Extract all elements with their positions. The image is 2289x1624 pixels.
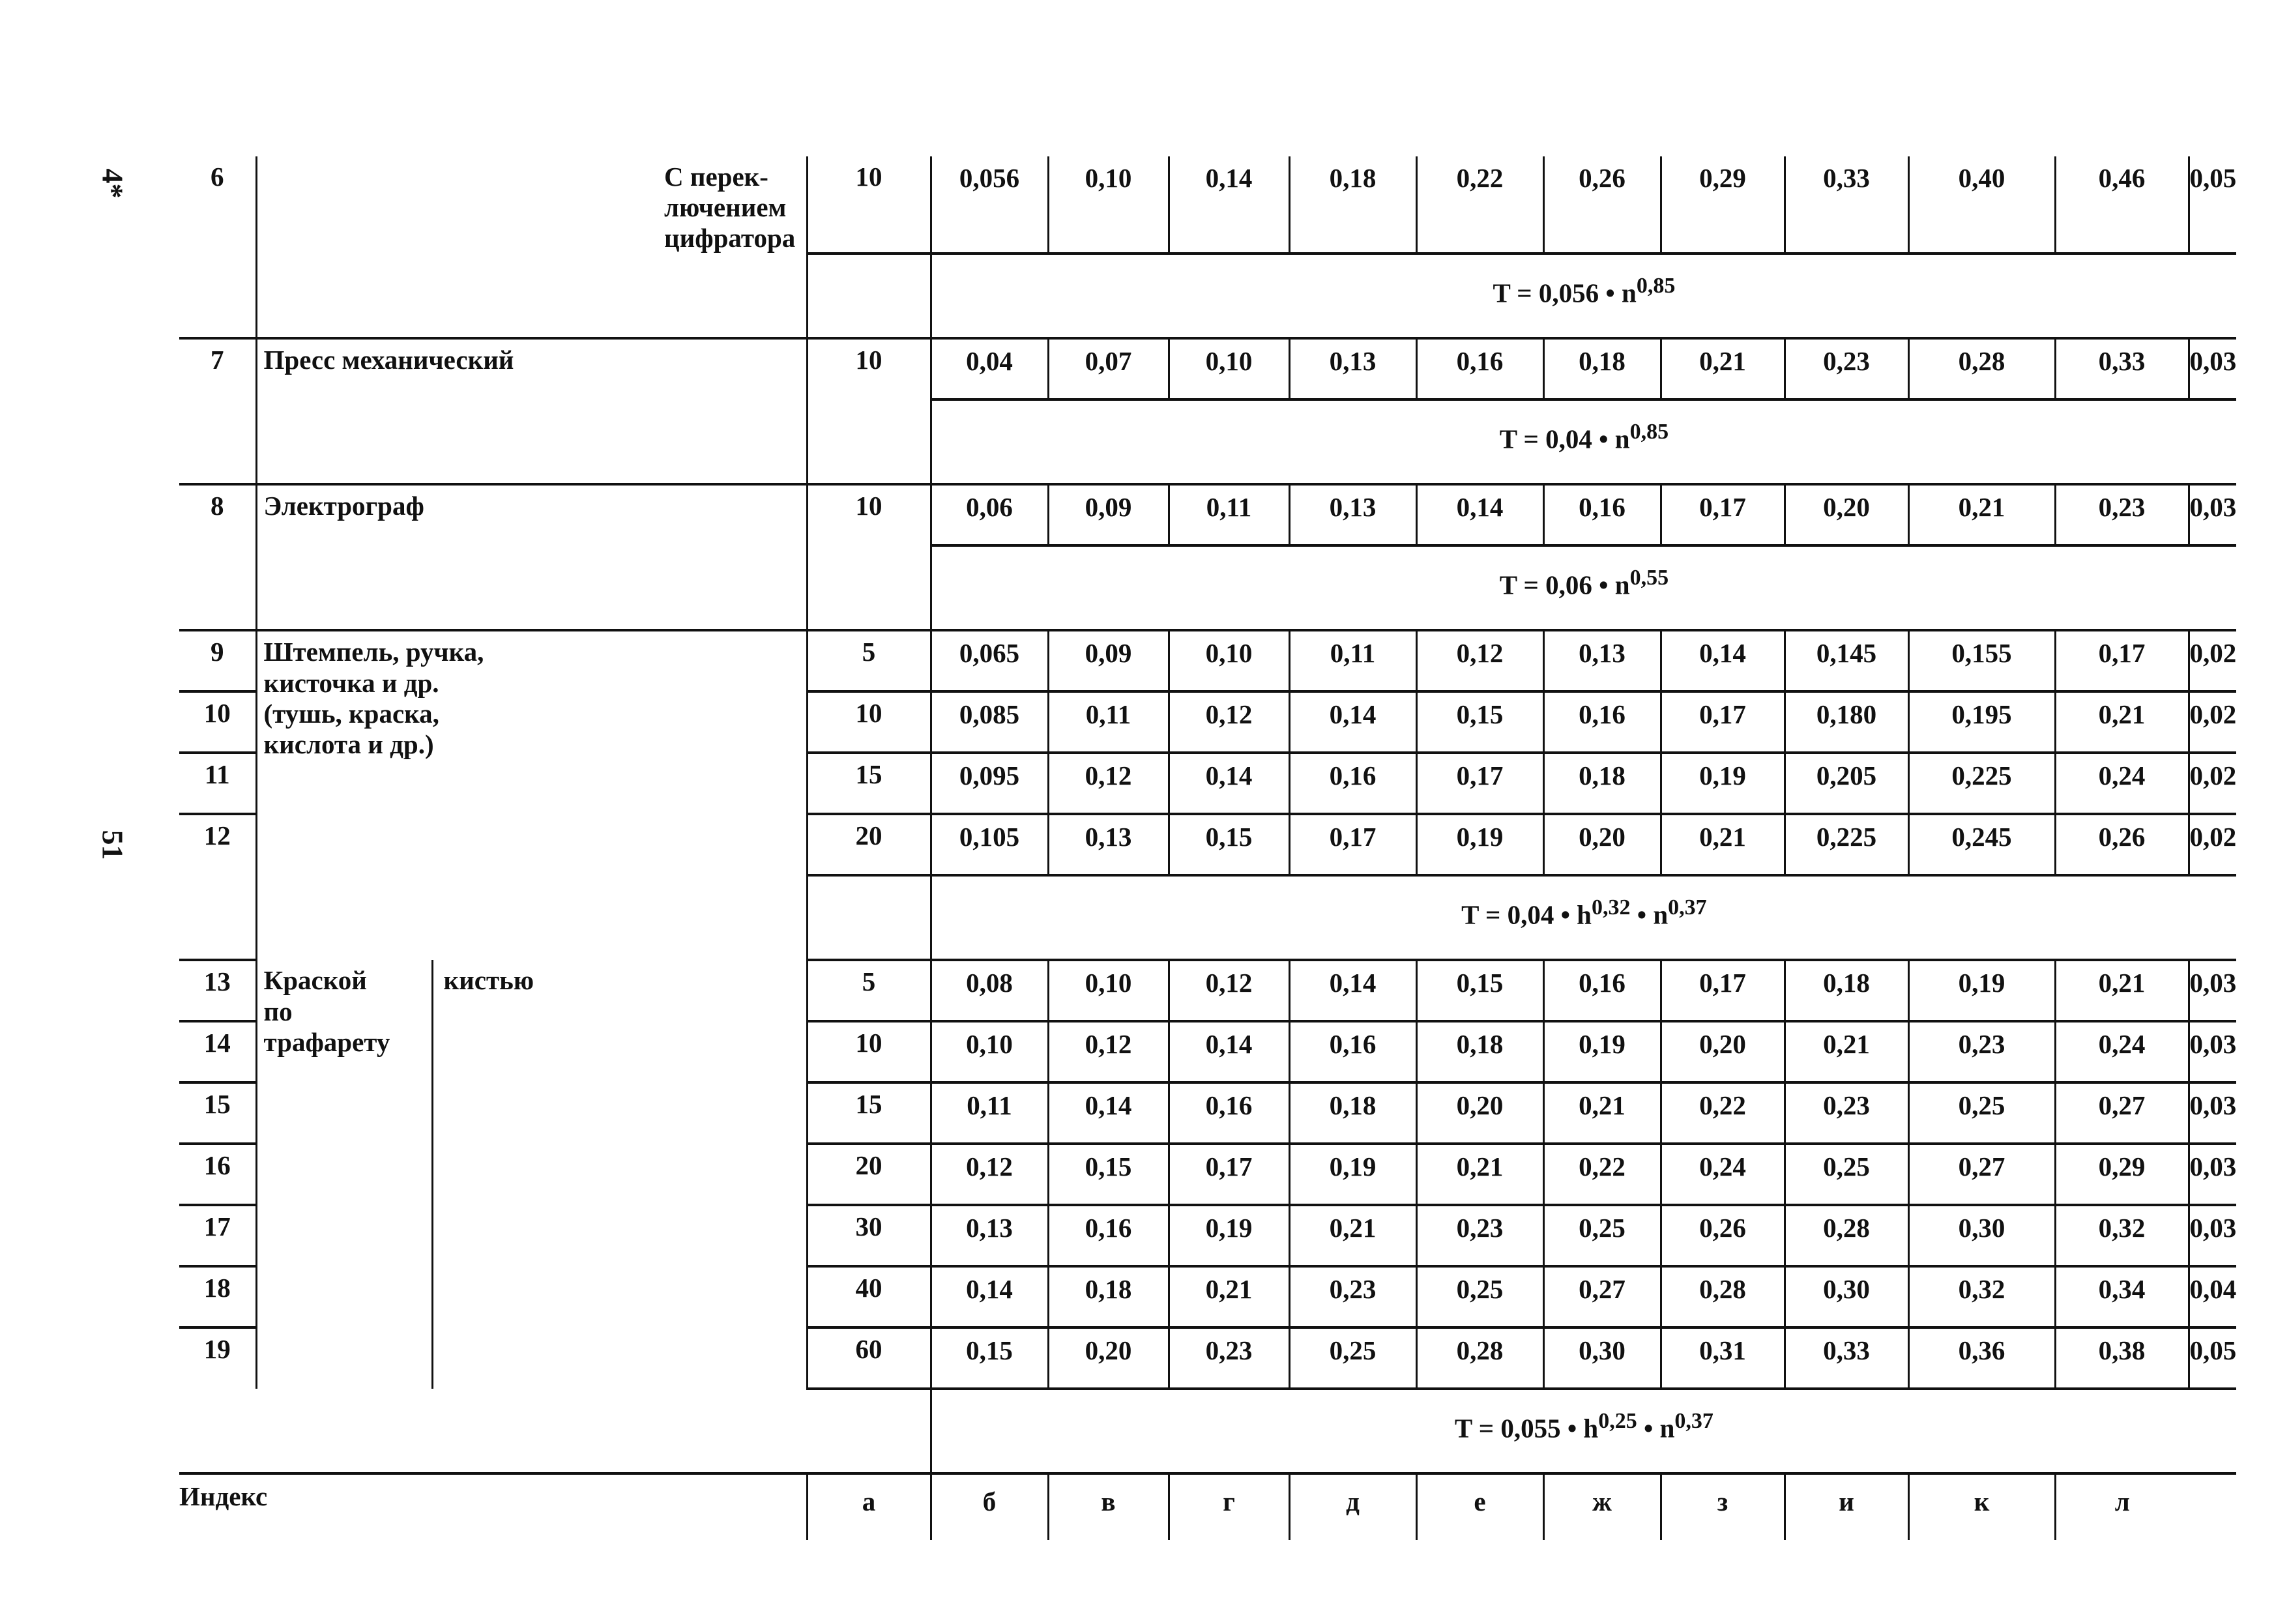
value-cell: 0,09: [1048, 630, 1169, 691]
table-row: [179, 156, 2236, 254]
value-cell: 0,22: [1661, 1082, 1785, 1144]
value-cell: 0,205: [1785, 753, 1908, 814]
value-cell: 0,095: [931, 753, 1048, 814]
value-cell: 0,19: [1543, 1021, 1661, 1082]
formula-exponent: 0,85: [1629, 420, 1669, 444]
formula: [931, 399, 2236, 484]
value-cell: 0,18: [1416, 1021, 1543, 1082]
value-cell: 0,21: [1169, 1266, 1289, 1327]
value-cell: 0,11: [1048, 691, 1169, 753]
value-cell: 0,155: [1908, 630, 2055, 691]
value-cell: 0,19: [1169, 1205, 1289, 1266]
column-index: е: [1416, 1473, 1543, 1540]
value-cell: 0,21: [1908, 484, 2055, 545]
value-cell: 0,16: [1543, 960, 1661, 1021]
value-cell: 0,03: [2189, 1082, 2236, 1144]
row-number: 11: [179, 753, 256, 814]
row-number: 6: [211, 162, 224, 192]
column-index: д: [1289, 1473, 1416, 1540]
value-cell: 0,225: [1785, 814, 1908, 875]
value-cell: 0,15: [1416, 960, 1543, 1021]
value-cell: 0,18: [1048, 1266, 1169, 1327]
value-cell: 0,14: [931, 1266, 1048, 1327]
table-row: [179, 484, 2236, 545]
value-cell: 0,30: [1543, 1327, 1661, 1389]
value-cell: 0,34: [2055, 1266, 2189, 1327]
formula-text: T = 0,04 • n: [1499, 424, 1630, 455]
value-cell: 0,16: [1543, 691, 1661, 753]
value-cell: 0,38: [2055, 1327, 2189, 1389]
value-cell: 0,03: [2189, 960, 2236, 1021]
value-cell: 0,18: [1543, 338, 1661, 399]
row-number: 8: [211, 491, 224, 521]
value-cell: 0,28: [1416, 1327, 1543, 1389]
value-cell: 0,13: [1289, 484, 1416, 545]
value-cell: 0,17: [1661, 484, 1785, 545]
value-cell: 0,33: [1785, 1327, 1908, 1389]
value-cell: 0,14: [1289, 691, 1416, 753]
value-cell: 0,03: [2189, 1144, 2236, 1205]
height-value: 20: [807, 814, 931, 875]
row-number: 10: [179, 691, 256, 753]
column-index: з: [1661, 1473, 1785, 1540]
height-value: 40: [807, 1266, 931, 1327]
value-cell: 0,18: [1289, 1082, 1416, 1144]
value-cell: 0,31: [1661, 1327, 1785, 1389]
value-cell: 0,16: [1169, 1082, 1289, 1144]
value-cell: 0,16: [1289, 753, 1416, 814]
value-cell: 0,17: [1661, 960, 1785, 1021]
height-value: 10: [807, 1021, 931, 1082]
value-cell: 0,16: [1543, 484, 1661, 545]
formula-exponent: 0,32: [1591, 895, 1631, 920]
row-number: 7: [211, 345, 224, 375]
value-cell: 0,12: [1048, 1021, 1169, 1082]
value-cell: 0,19: [1908, 960, 2055, 1021]
value-cell: 0,20: [1661, 1021, 1785, 1082]
value-cell: 0,14: [1416, 484, 1543, 545]
row-number: 12: [203, 820, 231, 851]
value-cell: 0,20: [1048, 1327, 1169, 1389]
device-name: Пресс механический: [256, 338, 654, 399]
value-cell: 0,16: [1289, 1021, 1416, 1082]
value-cell: 0,21: [2055, 960, 2189, 1021]
value-cell: 0,24: [2055, 1021, 2189, 1082]
value-cell: 0,22: [1416, 156, 1543, 254]
value-cell: 0,21: [2055, 691, 2189, 753]
value-cell: 0,05: [2189, 1327, 2236, 1389]
value-cell: 0,12: [1048, 753, 1169, 814]
height-value: 60: [807, 1327, 931, 1389]
value-cell: 0,17: [1661, 691, 1785, 753]
value-cell: 0,13: [1543, 630, 1661, 691]
value-cell: 0,46: [2055, 156, 2189, 254]
value-cell: 0,03: [2189, 1021, 2236, 1082]
column-index: в: [1048, 1473, 1169, 1540]
value-cell: 0,33: [2055, 338, 2189, 399]
device-subtype: [654, 338, 807, 399]
value-cell: 0,25: [1908, 1082, 2055, 1144]
value-cell: 0,14: [1169, 753, 1289, 814]
value-cell: 0,065: [931, 630, 1048, 691]
value-cell: 0,056: [931, 156, 1048, 254]
value-cell: 0,12: [1416, 630, 1543, 691]
value-cell: 0,14: [1289, 960, 1416, 1021]
value-cell: 0,23: [1416, 1205, 1543, 1266]
value-cell: 0,17: [1289, 814, 1416, 875]
value-cell: 0,25: [1289, 1327, 1416, 1389]
device-name: Штемпель, ручка, кисточка и др. (тушь, краска, кислота и др.): [256, 630, 807, 960]
value-cell: 0,32: [1908, 1266, 2055, 1327]
formula-row: [179, 1389, 2236, 1473]
table-row: [179, 960, 2236, 1021]
formula-row: [179, 545, 2236, 630]
formula-text: • n: [1630, 900, 1669, 931]
value-cell: 0,09: [1048, 484, 1169, 545]
formula-row: [179, 399, 2236, 484]
row-number: 18: [179, 1266, 256, 1327]
column-index: и: [1785, 1473, 1908, 1540]
height-value: 10: [807, 338, 931, 399]
value-cell: 0,180: [1785, 691, 1908, 753]
norms-table: [179, 156, 2236, 1540]
formula: [931, 254, 2236, 338]
value-cell: 0,28: [1661, 1266, 1785, 1327]
height-value: 15: [807, 753, 931, 814]
row-number: 9: [179, 630, 256, 691]
formula-text: • n: [1637, 1414, 1675, 1444]
index-row: [179, 1473, 2236, 1540]
value-cell: 0,225: [1908, 753, 2055, 814]
formula-exponent: 0,37: [1674, 1409, 1713, 1434]
value-cell: 0,26: [1661, 1205, 1785, 1266]
value-cell: 0,21: [1289, 1205, 1416, 1266]
formula: [931, 1389, 2236, 1473]
value-cell: 0,02: [2189, 691, 2236, 753]
value-cell: 0,105: [931, 814, 1048, 875]
value-cell: 0,28: [1785, 1205, 1908, 1266]
index-label: Индекс: [179, 1481, 268, 1512]
value-cell: 0,13: [1048, 814, 1169, 875]
value-cell: 0,11: [1289, 630, 1416, 691]
value-cell: 0,06: [931, 484, 1048, 545]
value-cell: 0,08: [931, 960, 1048, 1021]
value-cell: 0,14: [1169, 156, 1289, 254]
value-cell: 0,19: [1289, 1144, 1416, 1205]
value-cell: 0,21: [1785, 1021, 1908, 1082]
value-cell: 0,04: [931, 338, 1048, 399]
value-cell: 0,26: [1543, 156, 1661, 254]
value-cell: 0,10: [1169, 338, 1289, 399]
value-cell: 0,10: [1048, 960, 1169, 1021]
height-value: 30: [807, 1205, 931, 1266]
value-cell: 0,10: [1048, 156, 1169, 254]
column-index: к: [1908, 1473, 2055, 1540]
value-cell: 0,02: [2189, 630, 2236, 691]
column-index: л: [2055, 1473, 2189, 1540]
column-index: а: [807, 1473, 931, 1540]
table-row: [179, 630, 2236, 691]
formula: [931, 875, 2236, 960]
row-number: 13: [179, 960, 256, 1021]
top-margin-mark: 4*: [96, 168, 130, 199]
row-number: 14: [179, 1021, 256, 1082]
height-value: 10: [807, 484, 931, 545]
page-number: 51: [96, 830, 130, 860]
formula-text: T = 0,06 • n: [1499, 570, 1630, 601]
formula-exponent: 0,55: [1629, 566, 1669, 590]
row-number: 17: [179, 1205, 256, 1266]
value-cell: 0,02: [2189, 753, 2236, 814]
value-cell: 0,27: [2055, 1082, 2189, 1144]
device-name: Электрограф: [256, 484, 654, 545]
row-number: 16: [179, 1144, 256, 1205]
value-cell: 0,30: [1908, 1205, 2055, 1266]
height-value: 15: [807, 1082, 931, 1144]
value-cell: 0,15: [1169, 814, 1289, 875]
value-cell: 0,19: [1416, 814, 1543, 875]
value-cell: 0,13: [1289, 338, 1416, 399]
value-cell: 0,27: [1908, 1144, 2055, 1205]
formula: [931, 545, 2236, 630]
value-cell: 0,12: [1169, 960, 1289, 1021]
value-cell: 0,03: [2189, 1205, 2236, 1266]
value-cell: 0,19: [1661, 753, 1785, 814]
column-index: ж: [1543, 1473, 1661, 1540]
value-cell: 0,12: [1169, 691, 1289, 753]
device-name: [256, 156, 654, 254]
formula-exponent: 0,37: [1668, 895, 1707, 920]
height-value: 20: [807, 1144, 931, 1205]
value-cell: 0,25: [1543, 1205, 1661, 1266]
device-subtype: кистью: [432, 960, 807, 1389]
value-cell: 0,13: [931, 1205, 1048, 1266]
value-cell: 0,15: [1416, 691, 1543, 753]
table-row: [179, 338, 2236, 399]
value-cell: 0,24: [2055, 753, 2189, 814]
height-value: 5: [807, 960, 931, 1021]
value-cell: 0,18: [1543, 753, 1661, 814]
value-cell: 0,245: [1908, 814, 2055, 875]
value-cell: 0,07: [1048, 338, 1169, 399]
value-cell: 0,22: [1543, 1144, 1661, 1205]
value-cell: 0,14: [1048, 1082, 1169, 1144]
value-cell: 0,27: [1543, 1266, 1661, 1327]
formula-text: T = 0,04 • h: [1461, 900, 1592, 931]
formula-exponent: 0,25: [1598, 1409, 1637, 1434]
value-cell: 0,17: [1416, 753, 1543, 814]
value-cell: 0,15: [1048, 1144, 1169, 1205]
value-cell: 0,21: [1661, 814, 1785, 875]
height-value: 10: [807, 156, 931, 254]
value-cell: 0,21: [1661, 338, 1785, 399]
value-cell: 0,11: [1169, 484, 1289, 545]
value-cell: 0,10: [931, 1021, 1048, 1082]
value-cell: 0,25: [1785, 1144, 1908, 1205]
value-cell: 0,12: [931, 1144, 1048, 1205]
value-cell: 0,18: [1785, 960, 1908, 1021]
formula-exponent: 0,85: [1636, 274, 1676, 298]
value-cell: 0,26: [2055, 814, 2189, 875]
value-cell: 0,02: [2189, 814, 2236, 875]
value-cell: 0,145: [1785, 630, 1908, 691]
height-value: 10: [807, 691, 931, 753]
device-subtype: С перек- лючением цифратора: [654, 156, 807, 254]
value-cell: 0,23: [2055, 484, 2189, 545]
value-cell: 0,21: [1543, 1082, 1661, 1144]
device-subtype: [654, 484, 807, 545]
value-cell: 0,23: [1785, 1082, 1908, 1144]
value-cell: 0,14: [1661, 630, 1785, 691]
value-cell: 0,05: [2189, 156, 2236, 254]
value-cell: 0,40: [1908, 156, 2055, 254]
value-cell: 0,25: [1416, 1266, 1543, 1327]
value-cell: 0,30: [1785, 1266, 1908, 1327]
value-cell: 0,17: [2055, 630, 2189, 691]
formula-text: T = 0,056 • n: [1493, 278, 1637, 309]
column-index: г: [1169, 1473, 1289, 1540]
formula-text: T = 0,055 • h: [1454, 1414, 1599, 1444]
value-cell: 0,36: [1908, 1327, 2055, 1389]
formula-row: [179, 254, 2236, 338]
value-cell: 0,28: [1908, 338, 2055, 399]
value-cell: 0,16: [1048, 1205, 1169, 1266]
value-cell: 0,20: [1416, 1082, 1543, 1144]
value-cell: 0,29: [2055, 1144, 2189, 1205]
device-name: Краской по трафарету: [256, 960, 432, 1389]
value-cell: 0,20: [1785, 484, 1908, 545]
value-cell: 0,03: [2189, 338, 2236, 399]
value-cell: 0,195: [1908, 691, 2055, 753]
value-cell: 0,24: [1661, 1144, 1785, 1205]
value-cell: 0,23: [1908, 1021, 2055, 1082]
value-cell: 0,23: [1169, 1327, 1289, 1389]
value-cell: 0,10: [1169, 630, 1289, 691]
value-cell: 0,17: [1169, 1144, 1289, 1205]
value-cell: 0,04: [2189, 1266, 2236, 1327]
value-cell: 0,14: [1169, 1021, 1289, 1082]
value-cell: 0,085: [931, 691, 1048, 753]
value-cell: 0,11: [931, 1082, 1048, 1144]
value-cell: 0,15: [931, 1327, 1048, 1389]
value-cell: 0,16: [1416, 338, 1543, 399]
value-cell: 0,18: [1289, 156, 1416, 254]
value-cell: 0,21: [1416, 1144, 1543, 1205]
value-cell: 0,32: [2055, 1205, 2189, 1266]
column-index: б: [931, 1473, 1048, 1540]
value-cell: 0,23: [1785, 338, 1908, 399]
value-cell: 0,03: [2189, 484, 2236, 545]
row-number: 19: [203, 1334, 231, 1365]
value-cell: 0,29: [1661, 156, 1785, 254]
value-cell: 0,20: [1543, 814, 1661, 875]
value-cell: 0,33: [1785, 156, 1908, 254]
height-value: 5: [807, 630, 931, 691]
value-cell: 0,23: [1289, 1266, 1416, 1327]
row-number: 15: [179, 1082, 256, 1144]
